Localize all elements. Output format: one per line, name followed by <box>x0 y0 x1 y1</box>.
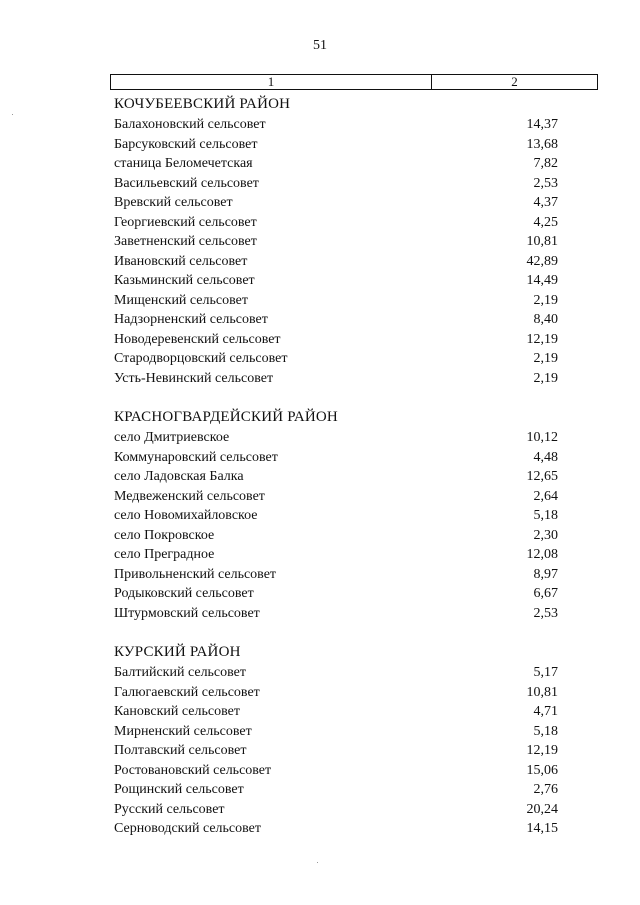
settlement-value: 12,08 <box>526 547 558 562</box>
scan-speck <box>12 114 13 115</box>
table-row <box>114 780 558 800</box>
settlement-name: Ростовановский сельсовет <box>114 762 272 778</box>
table-row <box>114 741 558 761</box>
settlement-name: Серноводский сельсовет <box>114 821 261 836</box>
table-row <box>114 252 558 272</box>
settlement-name: Васильевский сельсовет <box>114 175 259 191</box>
settlement-value: 10,81 <box>526 684 558 700</box>
table-row <box>114 526 558 546</box>
settlement-value: 12,65 <box>526 469 558 484</box>
table-row <box>114 761 558 781</box>
settlement-value: 12,19 <box>526 331 558 347</box>
section-spacer <box>114 623 558 642</box>
settlement-value: 14,15 <box>526 821 558 836</box>
table-body <box>114 94 558 839</box>
table-row <box>114 154 558 174</box>
settlement-value: 14,37 <box>526 117 558 132</box>
table-row <box>114 369 558 389</box>
table-row <box>114 174 558 194</box>
settlement-name: село Покровское <box>114 527 215 543</box>
settlement-name: село Ладовская Балка <box>114 469 244 484</box>
settlement-value: 4,37 <box>533 195 558 210</box>
table-row <box>114 506 558 526</box>
table-row <box>114 722 558 742</box>
table-row <box>114 819 558 839</box>
settlement-name: Георгиевский сельсовет <box>114 214 257 230</box>
settlement-value: 14,49 <box>526 273 558 288</box>
settlement-name: Полтавский сельсовет <box>114 743 247 758</box>
settlement-name: Коммунаровский сельсовет <box>114 449 278 465</box>
table-row <box>114 310 558 330</box>
settlement-name: Балахоновский сельсовет <box>114 117 266 132</box>
settlement-value: 10,81 <box>526 234 558 249</box>
table-row <box>114 428 558 448</box>
settlement-value: 2,64 <box>533 488 558 504</box>
settlement-name: Медвеженский сельсовет <box>114 488 265 504</box>
table-row <box>114 135 558 155</box>
table-row <box>114 487 558 507</box>
settlement-name: Штурмовский сельсовет <box>114 605 260 621</box>
settlement-name: Кановский сельсовет <box>114 704 240 719</box>
settlement-name: Новодеревенский сельсовет <box>114 331 281 347</box>
settlement-value: 13,68 <box>526 136 558 152</box>
settlement-value: 2,30 <box>533 527 558 543</box>
settlement-name: Родыковский сельсовет <box>114 586 254 601</box>
settlement-value: 5,18 <box>533 508 558 523</box>
settlement-name: Заветненский сельсовет <box>114 234 257 249</box>
district-title: КУРСКИЙ РАЙОН <box>114 644 241 660</box>
settlement-value: 2,19 <box>533 370 558 386</box>
settlement-value: 2,53 <box>533 175 558 191</box>
settlement-value: 15,06 <box>526 762 558 778</box>
column-header-2: 2 <box>511 74 518 89</box>
table-row <box>114 663 558 683</box>
settlement-value: 2,19 <box>533 351 558 366</box>
district-title: КРАСНОГВАРДЕЙСКИЙ РАЙОН <box>114 409 338 425</box>
scan-speck <box>317 862 318 863</box>
settlement-name: Вревский сельсовет <box>114 195 233 210</box>
table-row <box>114 565 558 585</box>
settlement-value: 10,12 <box>526 430 558 445</box>
settlement-value: 12,19 <box>526 743 558 758</box>
settlement-name: Усть-Невинский сельсовет <box>114 370 274 386</box>
settlement-value: 2,53 <box>533 605 558 621</box>
district-title: КОЧУБЕЕВСКИЙ РАЙОН <box>114 96 291 112</box>
settlement-name: Рощинский сельсовет <box>114 782 244 797</box>
settlement-value: 8,40 <box>533 312 558 327</box>
table-row <box>114 193 558 213</box>
table-row <box>114 291 558 311</box>
settlement-name: Балтийский сельсовет <box>114 665 247 680</box>
settlement-value: 7,82 <box>533 156 558 171</box>
settlement-name: село Новомихайловское <box>114 508 258 523</box>
settlement-name: село Преградное <box>114 547 215 562</box>
settlement-value: 2,19 <box>533 292 558 308</box>
table-row <box>114 330 558 350</box>
settlement-name: Привольненский сельсовет <box>114 566 277 582</box>
settlement-name: село Дмитриевское <box>114 430 230 445</box>
settlement-value: 2,76 <box>533 782 558 797</box>
page-number: 51 <box>313 38 327 53</box>
table-row <box>114 604 558 624</box>
settlement-name: Ивановский сельсовет <box>114 253 248 269</box>
table-row <box>114 545 558 565</box>
settlement-value: 5,17 <box>533 665 558 680</box>
settlement-name: Русский сельсовет <box>114 801 225 817</box>
table-row <box>114 271 558 291</box>
table-row <box>114 683 558 703</box>
settlement-value: 42,89 <box>526 253 558 269</box>
table-row <box>114 213 558 233</box>
table-row <box>114 467 558 487</box>
settlement-name: Казьминский сельсовет <box>114 273 255 288</box>
settlement-name: станица Беломечетская <box>114 156 253 171</box>
settlement-name: Мирненский сельсовет <box>114 723 252 739</box>
settlement-value: 8,97 <box>533 566 558 582</box>
settlement-name: Галюгаевский сельсовет <box>114 684 260 700</box>
settlement-name: Барсуковский сельсовет <box>114 136 258 152</box>
settlement-value: 20,24 <box>526 801 558 817</box>
table-row <box>114 448 558 468</box>
table-header <box>110 74 598 90</box>
table-row <box>114 349 558 369</box>
section-spacer <box>114 388 558 407</box>
settlement-name: Стародворцовский сельсовет <box>114 351 288 366</box>
settlement-value: 4,25 <box>533 214 558 230</box>
settlement-value: 4,48 <box>533 449 558 465</box>
settlement-name: Мищенский сельсовет <box>114 292 248 308</box>
settlement-value: 5,18 <box>533 723 558 739</box>
table-row <box>114 232 558 252</box>
column-header-1: 1 <box>111 75 432 89</box>
settlement-value: 6,67 <box>533 586 558 601</box>
settlement-value: 4,71 <box>533 704 558 719</box>
table-row <box>114 702 558 722</box>
settlement-name: Надзорненский сельсовет <box>114 312 268 327</box>
table-row <box>114 584 558 604</box>
table-row <box>114 800 558 820</box>
table-row <box>114 115 558 135</box>
